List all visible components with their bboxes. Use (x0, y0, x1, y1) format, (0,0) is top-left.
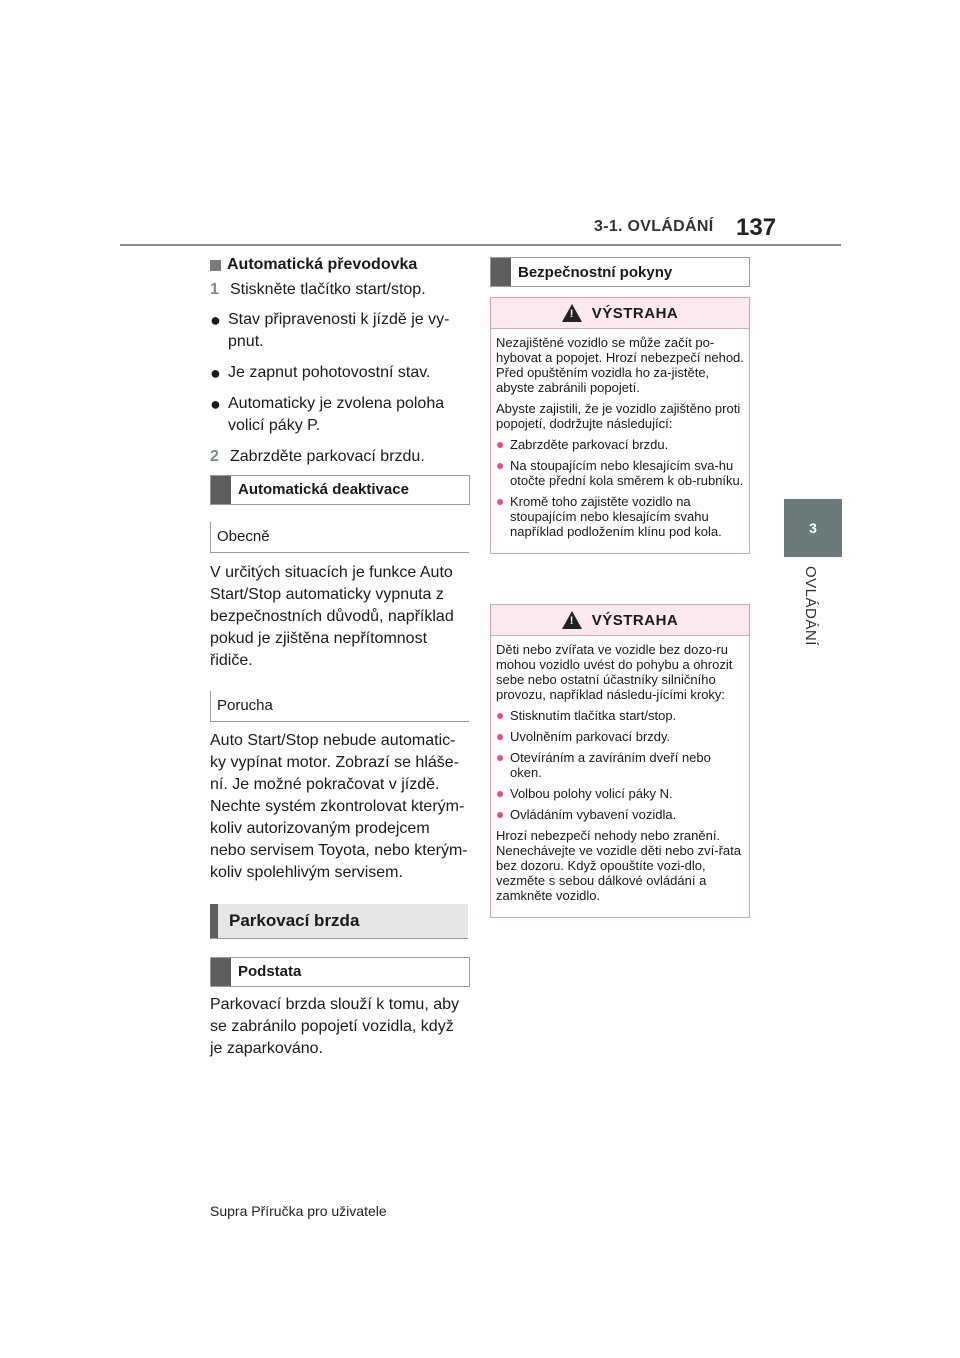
warning-bullet-text: Kromě toho zajistěte vozidlo na stoupajícím nebo klesajícím svahu například podložením klínu pod kola. (510, 494, 722, 539)
warning-body (491, 329, 749, 553)
pink-bullet-icon: ● (496, 493, 505, 509)
box-heading-text: Bezpečnostní pokyny (518, 263, 673, 281)
subheading-text: Obecně (217, 528, 270, 545)
bullet-text: Je zapnut pohotovostní stav. (228, 364, 431, 381)
footer-text: Supra Příručka pro uživatele (210, 1203, 387, 1219)
warning-bullet (496, 437, 744, 452)
warning-bullet (496, 786, 744, 801)
warning-body (491, 636, 749, 917)
paragraph: V určitých situacích je funkce Auto Start/Stop automaticky vypnuta z bezpečnostních důvodů, například pokud je zjištěna nepřítomnost řidiče. (210, 564, 454, 669)
bullet-dot-icon: ● (210, 310, 221, 330)
bullet-text: Automaticky je zvolena poloha volicí páky P. (228, 395, 445, 434)
pink-bullet-icon: ● (496, 785, 505, 801)
subheading-general (210, 522, 469, 553)
warning-title: VÝSTRAHA (591, 611, 679, 629)
warning-bullet-text: Stisknutím tlačítka start/stop. (510, 708, 677, 723)
warning-bullet (496, 494, 744, 539)
box-heading-principle (210, 957, 470, 987)
section-title: 3-1. OVLÁDÁNÍ (594, 218, 714, 235)
warning-bullet (496, 729, 744, 744)
pink-bullet-icon: ● (496, 728, 505, 744)
bullet-text: Stav připravenosti k jízdě je vy-pnut. (228, 311, 450, 350)
step-text: Stiskněte tlačítko start/stop. (230, 281, 426, 298)
warning-box-1 (490, 297, 750, 554)
pink-bullet-icon: ● (496, 436, 505, 452)
chapter-number: 3 (809, 520, 817, 536)
pink-bullet-icon: ● (496, 749, 505, 765)
bullet-item (210, 362, 468, 384)
warning-header (491, 605, 749, 636)
step-2 (210, 446, 468, 468)
section-heading (210, 254, 468, 276)
warning-bullet-text: Uvolněním parkovací brzdy. (510, 729, 671, 744)
warning-paragraph: Děti nebo zvířata ve vozidle bez dozo-ru mohou vozidlo uvést do pohybu a ohrozit sebe nebo ostatní účastníky silničního provozu, například následu-jícími kroky: (496, 642, 733, 702)
box-heading-text: Automatická deaktivace (238, 481, 409, 498)
box-heading-auto-deactivation (210, 475, 470, 505)
warning-bullet-text: Na stoupajícím nebo klesajícím sva-hu otočte přední kola směrem k ob-rubníku. (510, 458, 744, 488)
bullet-item (210, 309, 468, 353)
warning-bullet (496, 458, 744, 488)
warning-triangle-icon: ! (562, 304, 582, 322)
warning-bullet-text: Volbou polohy volicí páky N. (510, 786, 673, 801)
warning-paragraph: Nezajištěné vozidlo se může začít po-hybovat a popojet. Hrozí nebezpečí nehod. Před opuštěním vozidla ho za-jistěte, abyste zabránili popojetí. (496, 335, 744, 395)
warning-paragraph: Hrozí nebezpečí nehody nebo zranění. Nenechávejte ve vozidle děti nebo zví-řata bez dozoru. Když opouštíte vozi-dlo, vezměte s sebou dálkové ovládání a zamkněte vozidlo. (496, 828, 741, 903)
subheading-text: Porucha (217, 697, 273, 714)
warning-bullet (496, 708, 744, 723)
heading-bar (211, 958, 231, 986)
warning-bullet-text: Ovládáním vybavení vozidla. (510, 807, 677, 822)
chapter-label-text: OVLÁDÁNÍ (802, 566, 819, 646)
page-number: 137 (736, 214, 777, 241)
bullet-dot-icon: ● (210, 394, 221, 414)
chapter-tab (784, 499, 842, 557)
paragraph: Parkovací brzda slouží k tomu, aby se zabránilo popojetí vozidla, když je zaparkováno. (210, 996, 459, 1057)
subheading-fault (210, 691, 469, 722)
bullet-item (210, 393, 468, 437)
step-number: 2 (210, 448, 219, 465)
warning-box-2 (490, 604, 750, 918)
pink-bullet-icon: ● (496, 806, 505, 822)
heading-bar (211, 476, 231, 504)
paragraph: Auto Start/Stop nebude automatic-ky vypínat motor. Zobrazí se hláše-ní. Je možné pokračovat v jízdě. Nechte systém zkontrolovat kterým-koliv autorizovaným prodejcem nebo servisem Toyota, nebo kterým-koliv spolehlivým servisem. (210, 732, 468, 881)
heading-bar (491, 258, 511, 286)
warning-header (491, 298, 749, 329)
box-heading-text: Podstata (238, 963, 302, 980)
step-number: 1 (210, 281, 219, 298)
warning-bullet (496, 750, 744, 780)
pink-bullet-icon: ● (496, 457, 505, 473)
chapter-tab-label (784, 566, 842, 656)
left-column-top (210, 254, 468, 468)
section-heading-text: Automatická převodovka (227, 256, 418, 273)
bullet-dot-icon: ● (210, 363, 221, 383)
warning-paragraph: Abyste zajistili, že je vozidlo zajištěno proti popojetí, dodržujte následující: (496, 401, 741, 431)
header-divider (120, 244, 841, 246)
warning-title: VÝSTRAHA (591, 304, 679, 322)
chapter-heading-parking-brake (210, 904, 468, 939)
step-1 (210, 279, 468, 301)
heading-bar (210, 904, 218, 938)
warning-bullet (496, 807, 744, 822)
chapter-heading-text: Parkovací brzda (229, 911, 360, 930)
pink-bullet-icon: ● (496, 707, 505, 723)
warning-bullet-text: Zabrzděte parkovací brzdu. (510, 437, 669, 452)
square-bullet-icon (210, 260, 221, 271)
warning-bullet-text: Otevíráním a zavíráním dveří nebo oken. (510, 750, 711, 780)
box-heading-safety (490, 257, 750, 287)
warning-triangle-icon: ! (562, 611, 582, 629)
step-text: Zabrzděte parkovací brzdu. (230, 448, 425, 465)
